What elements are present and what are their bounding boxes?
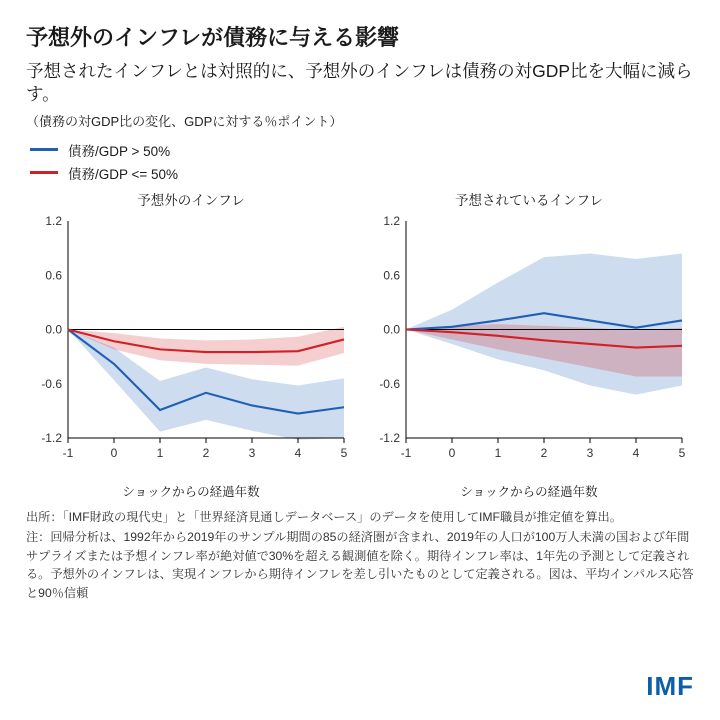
svg-text:0: 0 xyxy=(110,445,118,460)
svg-text:0.0: 0.0 xyxy=(45,322,62,337)
plot-area-right xyxy=(364,211,694,476)
svg-text:-1.2: -1.2 xyxy=(379,430,400,445)
legend-swatch-low-debt xyxy=(30,171,58,174)
svg-text:2: 2 xyxy=(202,445,210,460)
x-axis-label-right: ショックからの経過年数 xyxy=(460,484,598,499)
svg-text:-1: -1 xyxy=(400,445,412,460)
chart-panel-unexpected-inflation xyxy=(26,189,356,500)
page-subtitle: 予想されたインフレとは対照的に、予想外のインフレは債務の対GDP比を大幅に減らす。 xyxy=(26,60,693,105)
legend-label-low-debt: 債務/GDP <= 50% xyxy=(68,166,179,182)
chart-legend xyxy=(30,140,694,183)
page-title: 予想外のインフレが債務に与える影響 xyxy=(26,25,400,50)
legend-label-high-debt: 債務/GDP > 50% xyxy=(68,143,171,159)
svg-text:1: 1 xyxy=(494,445,502,460)
svg-text:5: 5 xyxy=(678,445,686,460)
imf-logo: IMF xyxy=(646,671,694,701)
legend-item-high-debt xyxy=(30,140,694,160)
svg-text:0.6: 0.6 xyxy=(45,268,62,282)
svg-text:-1: -1 xyxy=(62,445,74,460)
svg-text:3: 3 xyxy=(248,445,256,460)
chart-title-right: 予想されているインフレ xyxy=(455,192,603,208)
svg-text:1.2: 1.2 xyxy=(45,213,62,228)
svg-text:4: 4 xyxy=(632,445,640,460)
charts-container xyxy=(26,189,694,500)
svg-text:4: 4 xyxy=(294,445,302,460)
plot-area-left xyxy=(26,211,356,476)
svg-text:-0.6: -0.6 xyxy=(379,376,400,391)
svg-text:2: 2 xyxy=(540,445,548,460)
svg-text:0: 0 xyxy=(448,445,456,460)
x-axis-label-left: ショックからの経過年数 xyxy=(122,484,260,499)
svg-text:-1.2: -1.2 xyxy=(41,430,62,445)
footer-notes xyxy=(26,508,694,604)
svg-text:1.2: 1.2 xyxy=(383,213,400,228)
methodology-note: 注：回帰分析は、1992年から2019年のサンプル期間の85の経済圏が含まれ、2019年の人口が100万人未満の国および年間サプライズまたは予想インフレ率が絶対値で30%を超える観測値を除く。期待インフレ率は、1年先の予測として定義される。予想外のインフレは、実現インフレから期待インフレを差し引いたものとして定義される。図は、平均インパルス応答と90％信頼 xyxy=(26,529,694,601)
source-note: 出所：「IMF財政の現代史」と「世界経済見通しデータベース」のデータを使用してIMF職員が推定値を算出。 xyxy=(26,509,622,524)
units-note: （債務の対GDP比の変化、GDPに対する％ポイント） xyxy=(26,113,343,129)
svg-text:0.0: 0.0 xyxy=(383,322,400,337)
chart-title-left: 予想外のインフレ xyxy=(137,192,245,208)
svg-text:0.6: 0.6 xyxy=(383,268,400,282)
legend-item-low-debt xyxy=(30,163,694,183)
chart-panel-expected-inflation xyxy=(364,189,694,500)
svg-text:-0.6: -0.6 xyxy=(41,376,62,391)
svg-text:5: 5 xyxy=(340,445,348,460)
svg-text:1: 1 xyxy=(156,445,164,460)
legend-swatch-high-debt xyxy=(30,148,58,151)
svg-text:3: 3 xyxy=(586,445,594,460)
